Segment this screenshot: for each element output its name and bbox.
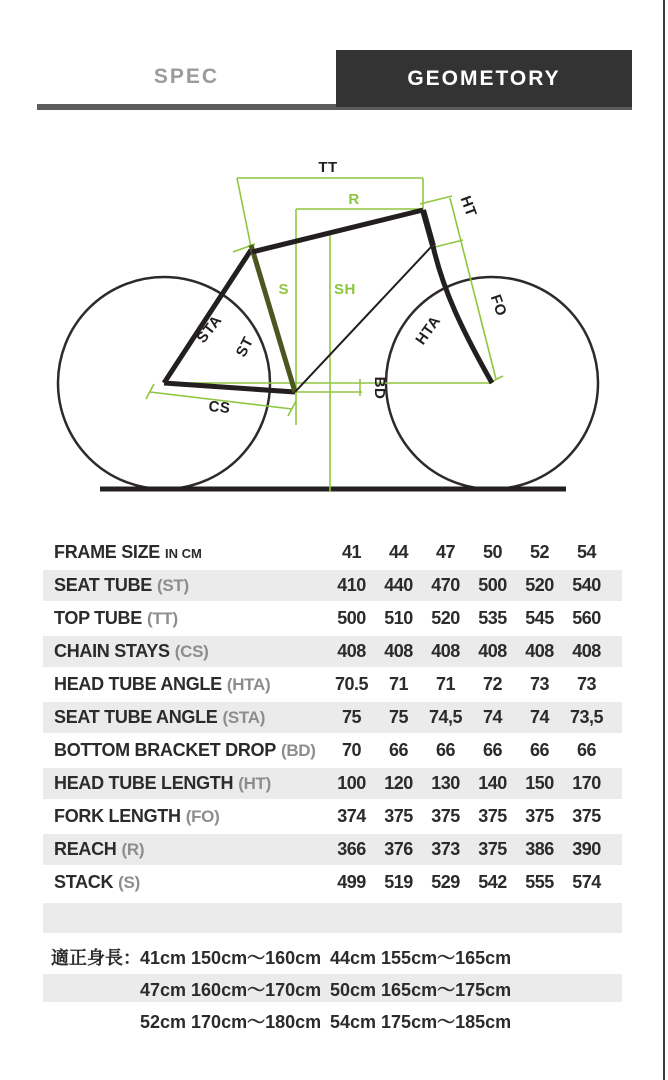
row-label: HEAD TUBE LENGTH (HT) xyxy=(54,773,271,793)
row-code: (HT) xyxy=(238,774,271,793)
fit-row xyxy=(43,1006,622,1038)
table-cell: 374 xyxy=(337,806,366,826)
row-code: (TT) xyxy=(146,609,178,628)
table-row xyxy=(43,734,622,767)
fit-row xyxy=(43,973,622,1005)
table-cell: 71 xyxy=(388,674,409,694)
table-cell: 499 xyxy=(337,872,366,892)
label-bb-drop: BD xyxy=(371,376,388,400)
label-stack: S xyxy=(278,281,289,298)
table-cell: 375 xyxy=(384,806,413,826)
table-row xyxy=(43,701,622,734)
table-cell: 74 xyxy=(482,707,503,727)
label-top-tube: TT xyxy=(318,159,338,176)
table-row xyxy=(43,635,622,668)
table-row xyxy=(43,866,622,899)
table-cell: 366 xyxy=(337,839,366,859)
table-cell: 408 xyxy=(478,641,507,661)
table-cell: 373 xyxy=(431,839,460,859)
table-cell: 70 xyxy=(341,740,362,760)
table-cell: 408 xyxy=(384,641,413,661)
table-row xyxy=(43,833,622,866)
geometry-table xyxy=(43,536,622,899)
table-cell: 74 xyxy=(529,707,550,727)
table-cell: 386 xyxy=(525,839,554,859)
table-cell: 408 xyxy=(525,641,554,661)
tab-geometry-label: GEOMETORY xyxy=(407,66,561,90)
table-cell: 375 xyxy=(478,806,507,826)
row-label: REACH (R) xyxy=(54,839,145,859)
label-reach: R xyxy=(348,191,360,208)
table-cell: 72 xyxy=(482,674,503,694)
table-cell: 519 xyxy=(384,872,413,892)
table-row xyxy=(43,569,622,602)
table-cell: 408 xyxy=(572,641,601,661)
down-tube xyxy=(295,247,431,392)
table-cell: 520 xyxy=(525,575,554,595)
fit-col2: 50cm 165cm〜175cm xyxy=(330,980,512,1000)
table-cell: 560 xyxy=(572,608,601,628)
table-row xyxy=(43,668,622,701)
table-cell: 66 xyxy=(482,740,503,760)
table-cell: 500 xyxy=(337,608,366,628)
label-fork-length: FO xyxy=(486,292,510,319)
row-label: TOP TUBE (TT) xyxy=(54,608,178,628)
table-cell: 66 xyxy=(388,740,409,760)
row-label: SEAT TUBE (ST) xyxy=(54,575,189,595)
table-cell: 375 xyxy=(525,806,554,826)
row-code: (STA) xyxy=(222,708,266,727)
table-tail-band xyxy=(43,903,622,933)
seat-tube xyxy=(251,245,295,392)
label-head-tube: HT xyxy=(456,193,480,220)
row-label: BOTTOM BRACKET DROP (BD) xyxy=(54,740,316,760)
cs-left-tick xyxy=(146,384,154,399)
table-cell: 408 xyxy=(337,641,366,661)
label-standover: SH xyxy=(334,281,356,298)
table-cell: 73,5 xyxy=(569,707,604,727)
fit-col1: 41cm 150cm〜160cm xyxy=(140,948,322,968)
table-cell: 73 xyxy=(576,674,597,694)
fit-col2: 44cm 155cm〜165cm xyxy=(330,948,512,968)
row-label: STACK (S) xyxy=(54,872,140,892)
table-cell: 542 xyxy=(478,872,507,892)
row-label: CHAIN STAYS (CS) xyxy=(54,641,209,661)
table-cell: 74,5 xyxy=(428,707,463,727)
table-cell: 470 xyxy=(431,575,460,595)
table-cell: 52 xyxy=(529,542,550,562)
table-cell: 130 xyxy=(431,773,460,793)
table-cell: 120 xyxy=(384,773,413,793)
ht-bottom-tick xyxy=(431,240,463,248)
chain-stay xyxy=(164,383,295,392)
label-chain-stays: CS xyxy=(207,397,232,418)
row-code: (R) xyxy=(121,840,145,859)
row-code: (HTA) xyxy=(226,675,271,694)
table-cell: 574 xyxy=(572,872,601,892)
row-label: FRAME SIZE IN CM xyxy=(54,542,202,562)
fit-row xyxy=(43,942,622,974)
row-code: (BD) xyxy=(280,741,316,760)
fit-col1: 52cm 170cm〜180cm xyxy=(140,1012,322,1032)
table-cell: 73 xyxy=(529,674,550,694)
table-cell: 440 xyxy=(384,575,413,595)
table-cell: 520 xyxy=(431,608,460,628)
label-head-tube-angle: HTA xyxy=(412,312,445,349)
head-tube xyxy=(423,210,433,246)
table-cell: 47 xyxy=(435,542,456,562)
table-cell: 71 xyxy=(435,674,456,694)
table-cell: 390 xyxy=(572,839,601,859)
table-cell: 140 xyxy=(478,773,507,793)
table-cell: 410 xyxy=(337,575,366,595)
table-cell: 375 xyxy=(478,839,507,859)
row-label: HEAD TUBE ANGLE (HTA) xyxy=(54,674,271,694)
table-row xyxy=(43,602,622,635)
table-cell: 408 xyxy=(431,641,460,661)
table-cell: 545 xyxy=(525,608,554,628)
fork xyxy=(433,246,492,383)
fit-col2: 54cm 175cm〜185cm xyxy=(330,1012,512,1032)
seat-axis-extension xyxy=(237,178,251,247)
table-cell: 555 xyxy=(525,872,554,892)
table-cell: 50 xyxy=(482,542,503,562)
label-seat-tube-angle: STA xyxy=(193,312,226,347)
table-cell: 375 xyxy=(431,806,460,826)
table-row xyxy=(43,536,622,569)
row-unit: IN CM xyxy=(165,546,202,561)
row-code: (ST) xyxy=(156,576,189,595)
tab-spec-label: SPEC xyxy=(153,65,220,88)
row-label: SEAT TUBE ANGLE (STA) xyxy=(54,707,266,727)
row-code: (CS) xyxy=(174,642,209,661)
table-cell: 54 xyxy=(576,542,597,562)
table-cell: 170 xyxy=(572,773,601,793)
table-cell: 150 xyxy=(525,773,554,793)
table-cell: 66 xyxy=(435,740,456,760)
table-row xyxy=(43,767,622,800)
table-cell: 510 xyxy=(384,608,413,628)
table-cell: 540 xyxy=(572,575,601,595)
table-cell: 375 xyxy=(572,806,601,826)
table-cell: 75 xyxy=(341,707,362,727)
row-label: FORK LENGTH (FO) xyxy=(54,806,220,826)
fit-col1: 47cm 160cm〜170cm xyxy=(140,980,322,1000)
top-tube xyxy=(252,210,423,252)
ht-top-tick xyxy=(420,196,452,204)
table-cell: 70.5 xyxy=(334,674,369,694)
row-code: (S) xyxy=(118,873,140,892)
table-cell: 44 xyxy=(388,542,409,562)
fit-label: 適正身長： xyxy=(51,948,141,968)
label-seat-tube: ST xyxy=(232,334,258,360)
table-cell: 66 xyxy=(529,740,550,760)
geometry-diagram xyxy=(0,0,668,530)
table-cell: 66 xyxy=(576,740,597,760)
table-cell: 500 xyxy=(478,575,507,595)
table-cell: 529 xyxy=(431,872,460,892)
table-cell: 100 xyxy=(337,773,366,793)
table-cell: 75 xyxy=(388,707,409,727)
table-cell: 41 xyxy=(341,542,362,562)
table-cell: 535 xyxy=(478,608,507,628)
row-code: (FO) xyxy=(185,807,220,826)
table-row xyxy=(43,800,622,833)
table-cell: 376 xyxy=(384,839,413,859)
